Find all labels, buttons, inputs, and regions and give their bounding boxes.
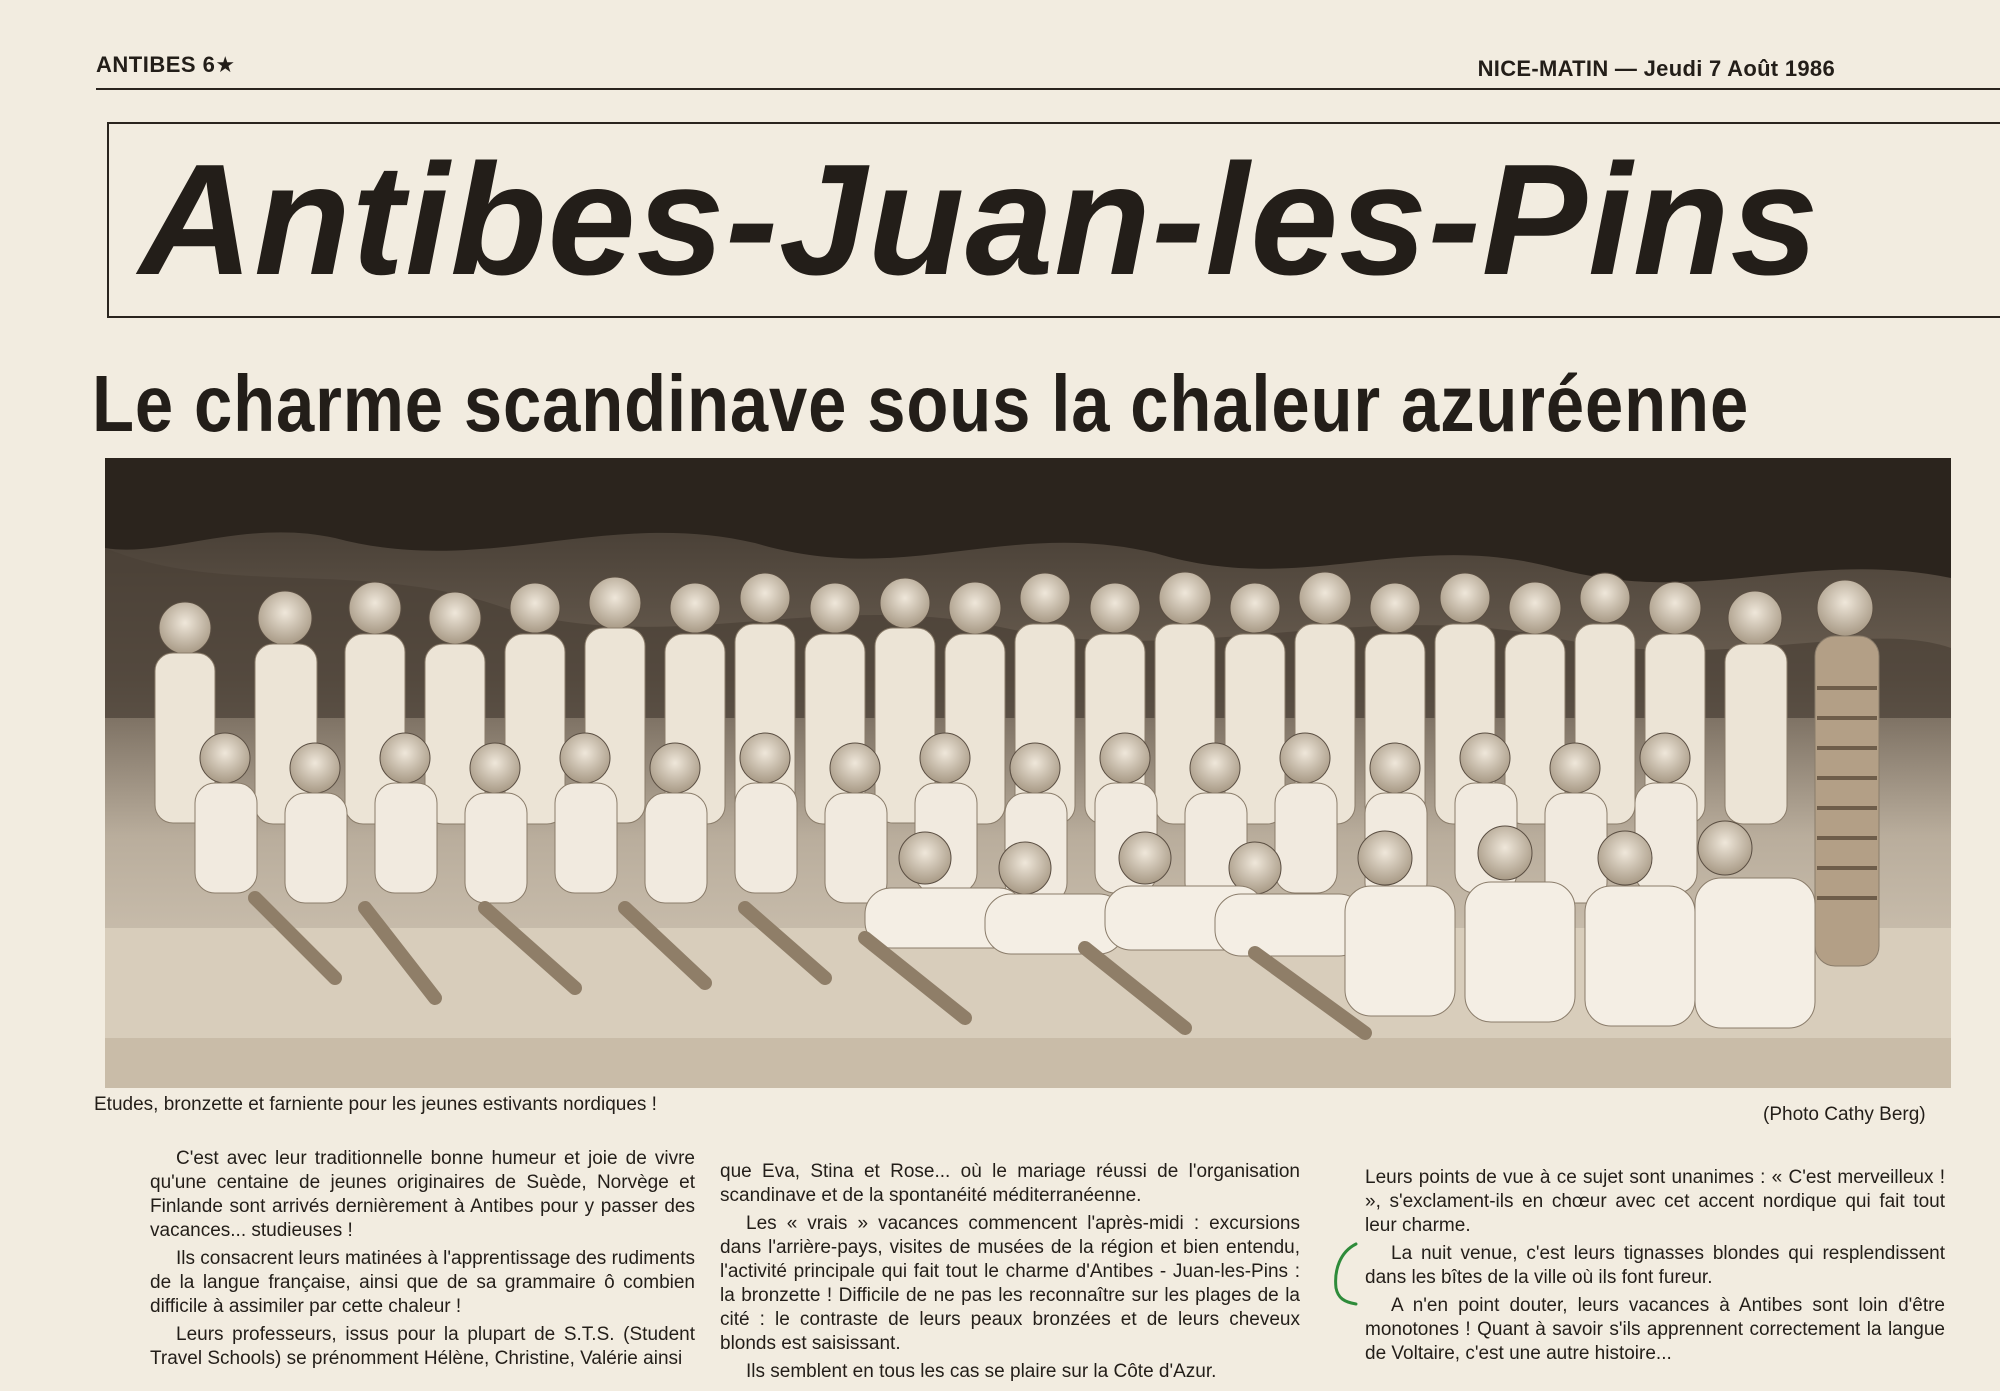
article-column-1 [150,1147,695,1375]
group-photo [105,458,1951,1088]
paragraph: Ils semblent en tous les cas se plaire sur la Côte d'Azur. [746,1361,1217,1382]
masthead-title: Antibes-Juan-les-Pins [139,132,1820,308]
paragraph: que Eva, Stina et Rose... où le mariage réussi de l'organisation scandinave et de la spontanéité méditerranéenne. [720,1161,1300,1206]
paragraph: Les « vrais » vacances commencent l'après-midi : excursions dans l'arrière-pays, visites de musées de la région et bien entendu, l'activité principale qui fait tout le charme d'Antibes - Juan-les-Pins : la bronzette ! Difficile de ne pas les reconnaître sur les plages de la cité : le contraste de leurs peaux bronzées et de leurs cheveux blonds est saisissant. [720,1213,1300,1354]
masthead-box [107,122,2000,318]
paragraph: La nuit venue, c'est leurs tignasses blondes qui resplendissent dans les bîtes de la ville où ils font fureur. [1365,1243,1945,1288]
article-column-3 [1365,1166,1945,1370]
photo-credit: (Photo Cathy Berg) [1763,1104,1926,1125]
article-headline: Le charme scandinave sous la chaleur azuréenne [92,359,1750,448]
section-label: ANTIBES 6★ [96,52,236,77]
paragraph: Ils consacrent leurs matinées à l'apprentissage des rudiments de la langue française, ainsi que de sa grammaire ô combien difficile à assimiler par cette chaleur ! [150,1248,696,1317]
paragraph: C'est avec leur traditionnelle bonne humeur et joie de vivre qu'une centaine de jeunes originaires de Suède, Norvège et Finlande sont arrivés dernièrement à Antibes pour y passer des vacances... studieuses ! [150,1148,695,1241]
publication-dateline: NICE-MATIN — Jeudi 7 Août 1986 [1477,56,1835,81]
pen-mark-icon [1326,1240,1366,1310]
header-rule [96,88,2000,90]
paragraph: Leurs points de vue à ce sujet sont unanimes : « C'est merveilleux ! », s'exclament-ils en chœur avec cet accent nordique qui fait tout leur charme. [1365,1167,1945,1236]
photo-caption: Etudes, bronzette et farniente pour les jeunes estivants nordiques ! [94,1094,657,1115]
paragraph: A n'en point douter, leurs vacances à Antibes sont loin d'être monotones ! Quant à savoir s'ils apprennent correctement la langue de Voltaire, c'est une autre histoire... [1365,1295,1945,1364]
paragraph: Leurs professeurs, issus pour la plupart de S.T.S. (Student Travel Schools) se prénomment Hélène, Christine, Valérie ainsi [150,1324,695,1369]
article-column-2 [720,1160,1300,1388]
